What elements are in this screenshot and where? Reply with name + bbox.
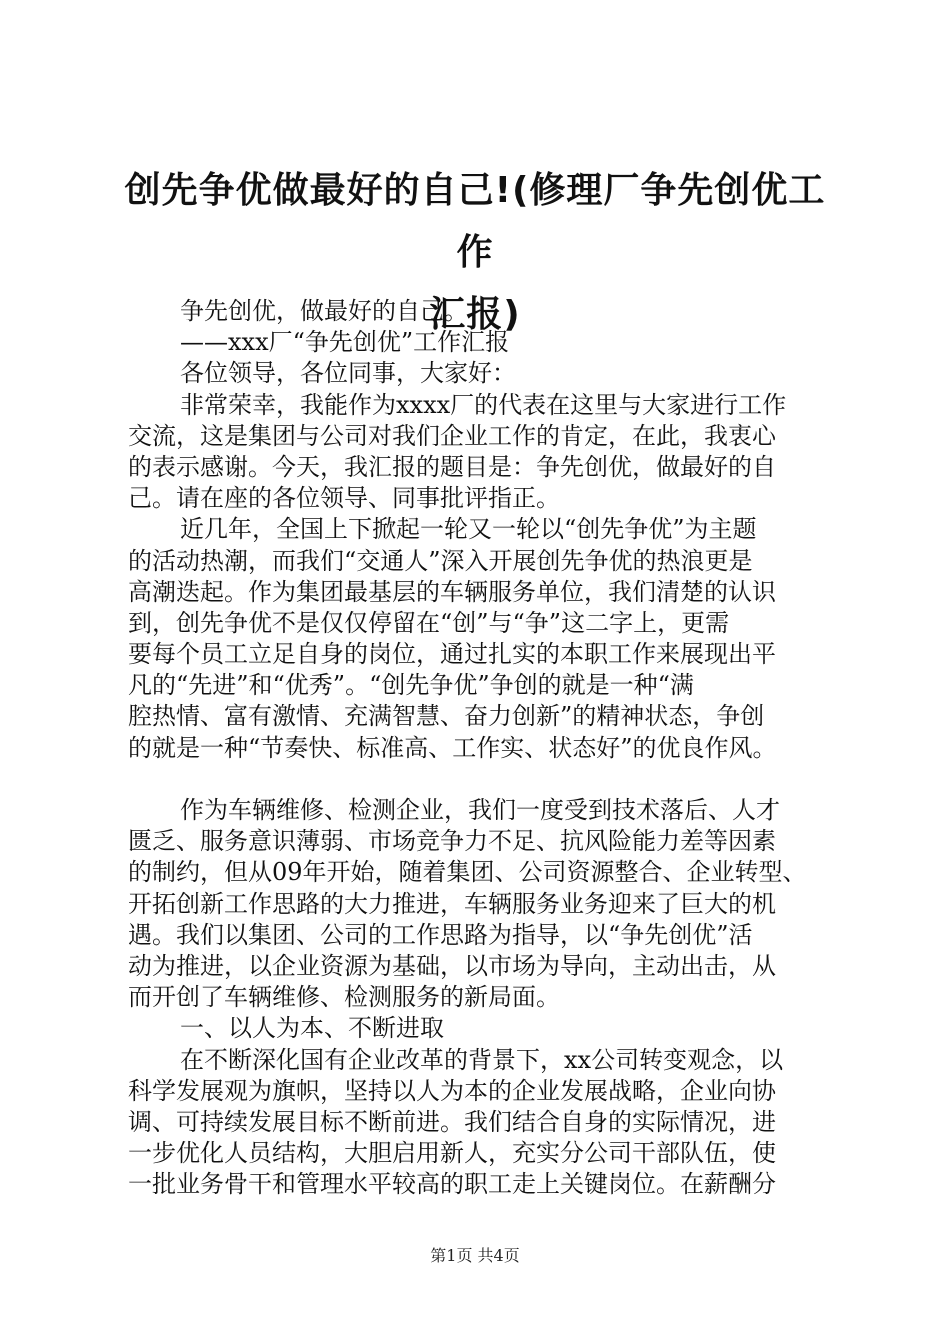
body-line: 而开创了车辆维修、检测服务的新局面。 [128,983,560,1012]
page-footer: 第1页 共4页 [430,1246,520,1265]
body-line: 调、可持续发展目标不断前进。我们结合自身的实际情况，进 [128,1107,776,1136]
body-line: 科学发展观为旗帜，坚持以人为本的企业发展战略，企业向协 [128,1076,776,1105]
body-line: 开拓创新工作思路的大力推进，车辆服务业务迎来了巨大的机 [128,889,776,918]
body-line: 一步优化人员结构，大胆启用新人，充实分公司干部队伍，使 [128,1139,776,1168]
body-line: 非常荣幸，我能作为xxxx厂的代表在这里与大家进行工作 [180,390,787,419]
body-line: 动为推进，以企业资源为基础，以市场为导向，主动出击，从 [128,951,776,980]
body-line: 高潮迭起。作为集团最基层的车辆服务单位，我们清楚的认识 [128,577,776,606]
body-line: 作为车辆维修、检测企业，我们一度受到技术落后、人才 [180,796,780,824]
body-line: 的活动热潮，而我们“交通人”深入开展创先争优的热浪更是 [128,546,753,575]
title-line-2: 汇报) [429,294,521,335]
paragraph-gap [128,764,836,795]
body-line: 要每个员工立足自身的岗位，通过扎实的本职工作来展现出平 [128,640,776,669]
body-line: 匮乏、服务意识薄弱、市场竞争力不足、抗风险能力差等因素 [128,827,776,856]
body-line: 一批业务骨干和管理水平较高的职工走上关键岗位。在薪酬分 [128,1170,776,1199]
body-line: 的就是一种“节奏快、标准高、工作实、状态好”的优良作风。 [128,733,777,762]
title-line-1: 创先争优做最好的自己!(修理厂争先创优工作 [124,170,826,273]
body-line: ——xxx厂“争先创优”工作汇报 [180,328,510,357]
body-line: 各位领导，各位同事，大家好： [180,359,516,388]
body-line: 到，创先争优不是仅仅停留在“创”与“争”这二字上，更需 [128,608,730,637]
body-line: 争先创优，做最好的自己。 [180,297,468,325]
section-heading: 一、以人为本、不断进取 [180,1014,444,1043]
body-line: 在不断深化国有企业改革的背景下，xx公司转变观念，以 [180,1045,784,1074]
body-line: 己。请在座的各位领导、同事批评指正。 [128,484,560,513]
body-line: 交流，这是集团与公司对我们企业工作的肯定，在此，我衷心 [128,421,776,450]
body-line: 遇。我们以集团、公司的工作思路为指导，以“争先创优”活 [128,920,753,949]
body-line: 的表示感谢。今天，我汇报的题目是：争先创优，做最好的自 [128,452,776,481]
document-body [128,296,836,1200]
body-line: 的制约，但从09年开始，随着集团、公司资源整合、企业转型、 [128,858,807,887]
body-line: 腔热情、富有激情、充满智慧、奋力创新”的精神状态，争创 [128,702,765,731]
body-line: 近几年，全国上下掀起一轮又一轮以“创先争优”为主题 [180,515,757,544]
body-line: 凡的“先进”和“优秀”。“创先争优”争创的就是一种“满 [128,671,694,700]
